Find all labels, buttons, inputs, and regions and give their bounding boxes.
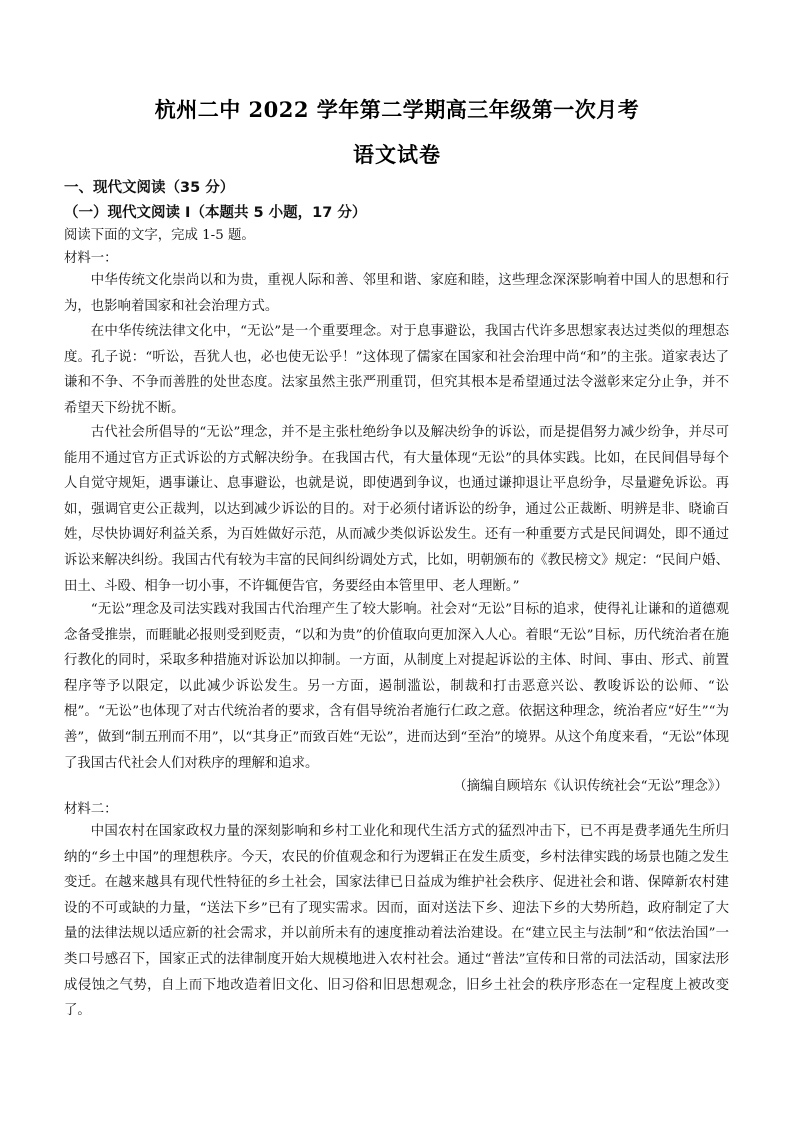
material1-paragraph-2: 在中华传统法律文化中，“无讼”是一个重要理念。对于息事避讼，我国古代许多思想家表达过类似的理想态度。孔子说：“听讼，吾犹人也，必也使无讼乎！”这体现了儒家在国家和社会治理中尚“和”的主张。道家表达了谦和不争、不争而善胜的处世态度。法家虽然主张严刑重罚，但究其根本是希望通过法令滋彰来定分止争，并不希望天下纷扰不断。 (64, 324, 729, 416)
material1-source: （摘编自顾培东《认识传统社会“无讼”理念》） (453, 779, 728, 794)
subsection-heading: （一）现代文阅读 I（本题共 5 小题，17 分） (64, 205, 367, 221)
material1-paragraph-1: 中华传统文化崇尚以和为贵，重视人际和善、邻里和谐、家庭和睦，这些理念深深影响着中国人的思想和行为，也影响着国家和社会治理方式。 (64, 273, 729, 314)
material1-paragraph-3: 古代社会所倡导的“无讼”理念，并不是主张杜绝纷争以及解决纷争的诉讼，而是提倡努力减少纷争，并尽可能用不通过官方正式诉讼的方式解决纷争。在我国古代，有大量体现“无讼”的具体实践。比如，在民间倡导每个人自觉守规矩，遇事谦让、息事避讼，也就是说，即使遇到争议，也通过谦抑退让平息纷争，尽量避免诉讼。再如，强调官吏公正裁判，以达到减少诉讼的目的。对于必须付诸诉讼的纷争，通过公正裁断、明辨是非、晓谕百姓，尽快协调好利益关系，为百姓做好示范，从而减少类似诉讼发生。还有一种重要方式是民间调处，即不通过诉讼来解决纠纷。我国古代有较为丰富的民间纠纷调处方式，比如，明朝颁布的《教民榜文》规定：“民间户婚、田土、斗殴、相争一切小事，不许辄便告官，务要经由本管里甲、老人理断。” (64, 425, 729, 594)
material1-paragraph-4: “无讼”理念及司法实践对我国古代治理产生了较大影响。社会对“无讼”目标的追求，使得礼让谦和的道德观念备受推崇，而睚眦必报则受到贬责，“以和为贵”的价值取向更加深入人心。着眼“无讼”目标，历代统治者在施行教化的同时，采取多种措施对诉讼加以抑制。一方面，从制度上对提起诉讼的主体、时间、事由、形式、前置程序等予以限定，以此减少诉讼发生。另一方面，遏制滥讼，制裁和打击恶意兴讼、教唆诉讼的讼师、“讼棍”。“无讼”也体现了对古代统治者的要求，含有倡导统治者施行仁政之意。依据这种理念，统治者应“好生”“为善”，做到“制五刑而不用”，以“其身正”而致百姓“无讼”，进而达到“至治”的境界。从这个角度来看，“无讼”体现了我国古代社会人们对秩序的理解和追求。 (64, 602, 729, 771)
exam-title: 杭州二中 2022 学年第二学期高三年级第一次月考 (154, 97, 640, 122)
instruction-text: 阅读下面的文字，完成 1-5 题。 (64, 228, 255, 243)
exam-subtitle: 语文试卷 (353, 142, 441, 167)
section-heading: 一、现代文阅读（35 分） (64, 180, 235, 196)
material2-paragraph-1: 中国农村在国家政权力量的深刻影响和乡村工业化和现代生活方式的猛烈冲击下，已不再是费孝通先生所归纳的“乡土中国”的理想秩序。今天，农民的价值观念和行为逻辑正在发生质变，乡村法律实践的场景也随之发生变迁。在越来越具有现代性特征的乡土社会，国家法律已日益成为维护社会秩序、促进社会和谐、保障新农村建设的不可或缺的力量，“送法下乡”已有了现实需求。因而，面对送法下乡、迎法下乡的大势所趋，政府制定了大量的法律法规以适应新的社会需求，并以前所未有的速度推动着法治建设。在“建立民主与法制”和“依法治国”一类口号感召下，国家正式的法律制度开始大规模地进入农村社会。通过“普法”宣传和日常的司法活动，国家法形成侵蚀之气势，自上而下地改造着旧文化、旧习俗和旧思想观念，旧乡土社会的秩序形态在一定程度上被改变了。 (64, 824, 729, 1019)
material2-label: 材料二： (64, 802, 118, 817)
material1-label: 材料一： (64, 251, 118, 266)
